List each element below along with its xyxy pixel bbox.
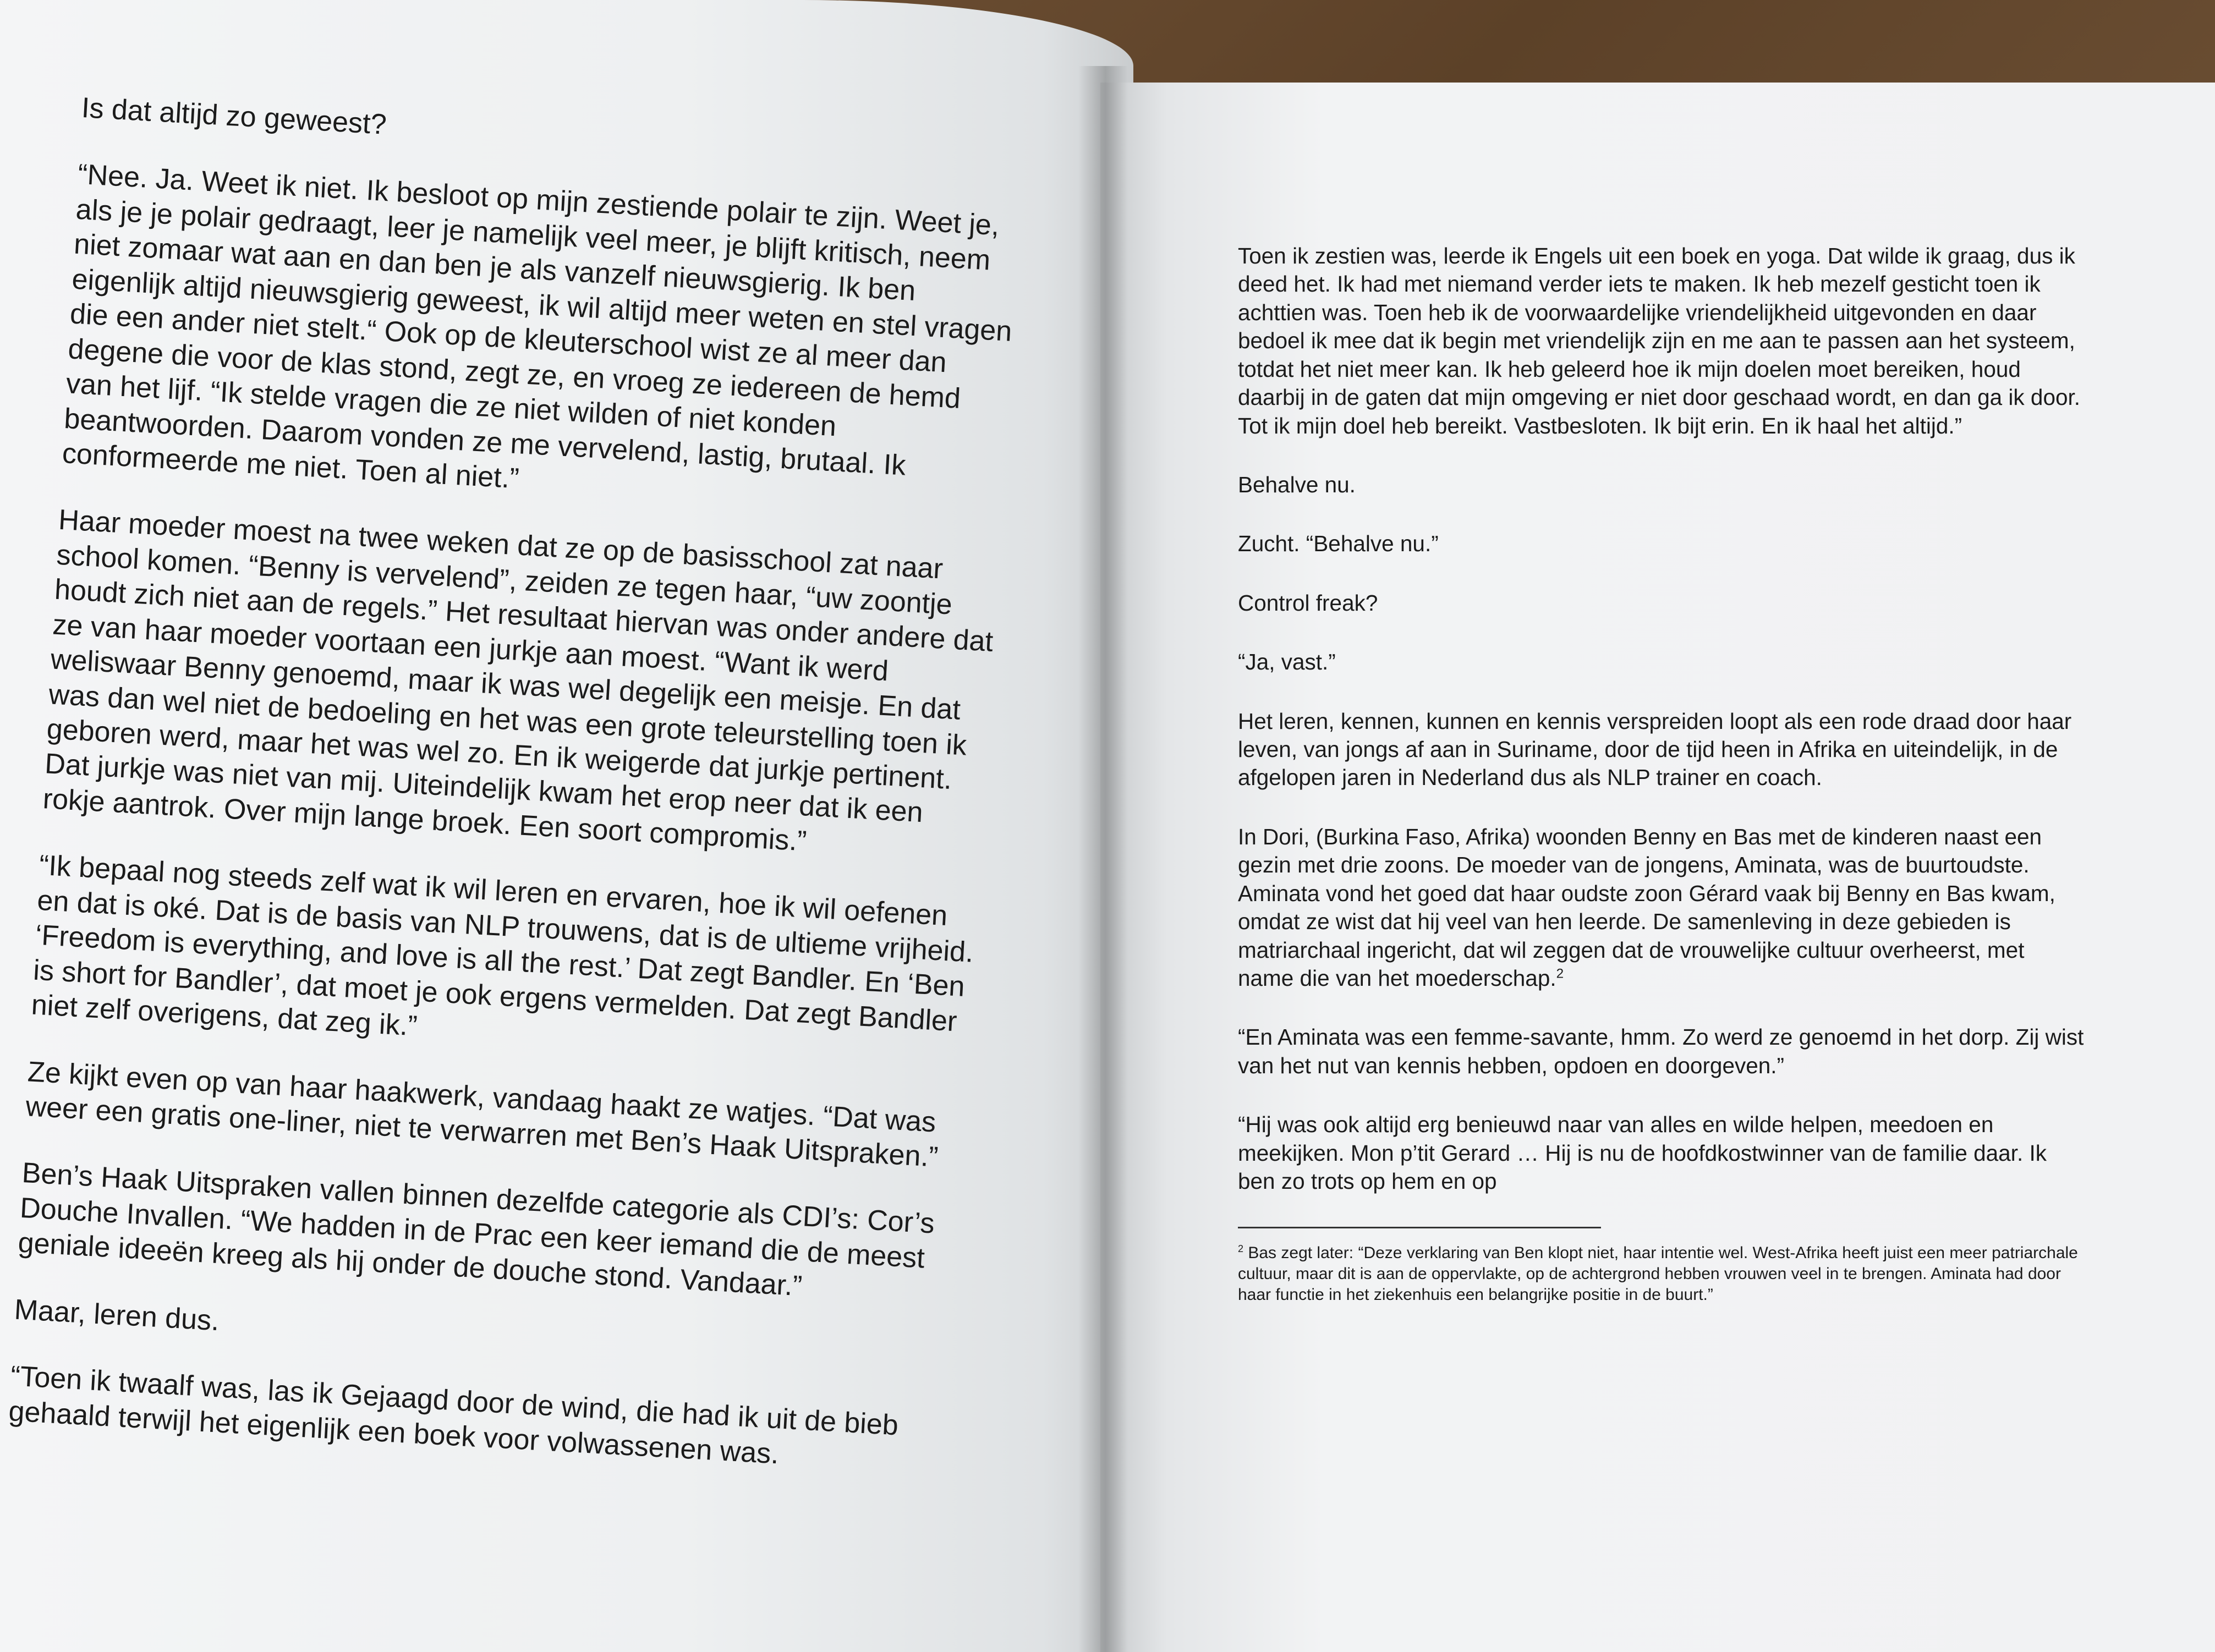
left-paragraph-3: Haar moeder moest na twee weken dat ze op de basisschool zat naar school komen. “Benny is vervelend”, zeiden ze tegen haar, “uw zoontje houdt zich niet aan de regels.” Het resultaat hiervan was onder andere dat ze van haar moeder voortaan een jurkje aan moest. “Want ik werd weliswaar Benny genoemd, maar ik was wel degelijk een meisje. En dat was dan wel niet de bedoeling en het was een grote teleurstelling toen ik geboren werd, maar het was wel zo. En ik weigerde dat jurkje pertinent. Dat jurkje was niet van mij. Uiteindelijk kwam het erop neer dat ik een rokje aantrok. Over mijn lange broek. Een soort compromis.” [42,504,994,858]
footnote-reference: 2 [1556,966,1564,981]
right-paragraph-9: “Hij was ook altijd erg benieuwd naar van alles en wilde helpen, meedoen en meekijken. Mon p’tit Gerard … Hij is nu de hoofdkostwinner van de familie daar. Ik ben zo trots op hem en op [1238,1112,2047,1194]
left-paragraph-4: “Ik bepaal nog steeds zelf wat ik wil leren en ervaren, hoe ik wil oefenen en dat is oké. Dat is de basis van NLP trouwens, dat is de ultieme vrijheid. ‘Freedom is everything, and love is all the rest.’ Dat zegt Bandler. En ‘Ben is short for Bandler’, dat moet je ook ergens vermelden. Dat zegt Bandler niet zelf overigens, dat zeg ik.” [30,849,975,1042]
right-paragraph-5: “Ja, vast.” [1238,649,1336,675]
right-paragraph-2: Behalve nu. [1238,471,1356,497]
right-paragraph-7-text: In Dori, (Burkina Faso, Afrika) woonden Benny en Bas met de kinderen naast een gezin met drie zoons. De moeder van de jongens, Aminata, was de buurtoudste. Aminata vond het goed dat haar oudste zoon Gérard vaak bij Benny en Bas kwam, omdat ze wist dat hij veel van hen leerde. De samenleving in deze gebieden is matriarchaal ingericht, dat wil zeggen dat de vrouwelijke cultuur overheerst, met name die van het moederschap. [1238,824,2055,991]
right-paragraph-3: Zucht. “Behalve nu.” [1238,531,1439,557]
footnote-divider [1238,1227,1601,1228]
right-paragraph-6: Het leren, kennen, kunnen en kennis verspreiden loopt als een rode draad door haar leven, van jongs af aan in Suriname, door de tijd heen in Afrika en uiteindelijk, in de afgelopen jaren in Nederland dus als NLP trainer en coach. [1238,708,2072,791]
right-paragraph-7 [1238,823,2085,993]
book-gutter [1078,66,1128,1652]
left-page-text [6,91,1028,1513]
right-page-text [1238,242,2085,1305]
left-paragraph-7: Maar, leren dus. [13,1293,221,1337]
left-paragraph-8: “Toen ik twaalf was, las ik Gejaagd door de wind, die had ik uit de bieb gehaald terwijl het eigenlijk een boek voor volwassenen was. [8,1360,900,1470]
footnote [1238,1243,2085,1305]
footnote-marker: 2 [1238,1243,1244,1254]
right-paragraph-4: Control freak? [1238,590,1378,616]
right-paragraph-1: Toen ik zestien was, leerde ik Engels uit een boek en yoga. Dat wilde ik graag, dus ik deed het. Ik had met niemand verder iets te maken. Ik heb mezelf gesticht toen ik achttien was. Toen heb ik de voorwaardelijke vriendelijkheid uitgevonden en daar bedoel ik mee dat ik begin met vriendelijk zijn en me aan te passen aan het systeem, totdat het niet meer kan. Ik heb geleerd hoe ik mijn doelen moet bereiken, houd daarbij in de gaten dat mijn omgeving er niet door geschaad wordt, en dan ga ik door. Tot ik mijn doel heb bereikt. Vastbesloten. Ik bijt erin. En ik haal het altijd.” [1238,243,2080,438]
left-paragraph-2: “Nee. Ja. Weet ik niet. Ik besloot op mijn zestiende polair te zijn. Weet je, als je je polair gedraagt, leer je namelijk veel meer, je blijft kritisch, neem niet zomaar wat aan en dan ben je als vanzelf nieuwsgierig. Ik ben eigenlijk altijd nieuwsgierig geweest, ik wil altijd meer weten en stel vragen die een ander niet stelt.“ Ook op de kleuterschool wist ze al meer dan degene die voor de klas stond, zegt ze, en vroeg ze iedereen de hemd van het lijf. “Ik stelde vragen die ze niet wilden of niet konden beantwoorden. Daarom vonden ze me vervelend, lastig, brutaal. Ik conformeerde me niet. Toen al niet.” [61,158,1013,495]
left-paragraph-5: Ze kijkt even op van haar haakwerk, vandaag haakt ze watjes. “Dat was weer een gratis one-liner, niet te verwarren met Ben’s Haak Uitspraken.” [25,1055,939,1173]
footnote-text: Bas zegt later: “Deze verklaring van Ben klopt niet, haar intentie wel. West-Afrika heeft juist een meer patriarchale cultuur, maar dit is aan de oppervlakte, op de achtergrond hebben vrouwen veel in te brengen. Aminata had door haar functie in het ziekenhuis een belangrijke positie in de buurt.” [1238,1243,2078,1304]
left-paragraph-1: Is dat altijd zo geweest? [80,91,388,141]
right-paragraph-8: “En Aminata was een femme-savante, hmm. Zo werd ze genoemd in het dorp. Zij wist van het nut van kennis hebben, opdoen en doorgeven.” [1238,1024,2084,1078]
left-paragraph-6: Ben’s Haak Uitspraken vallen binnen dezelfde categorie als CDI’s: Cor’s Douche Invallen. “We hadden in de Prac een keer iemand die de meest geniale ideeën kreeg als hij onder de douche stond. Vandaar.” [17,1157,936,1303]
